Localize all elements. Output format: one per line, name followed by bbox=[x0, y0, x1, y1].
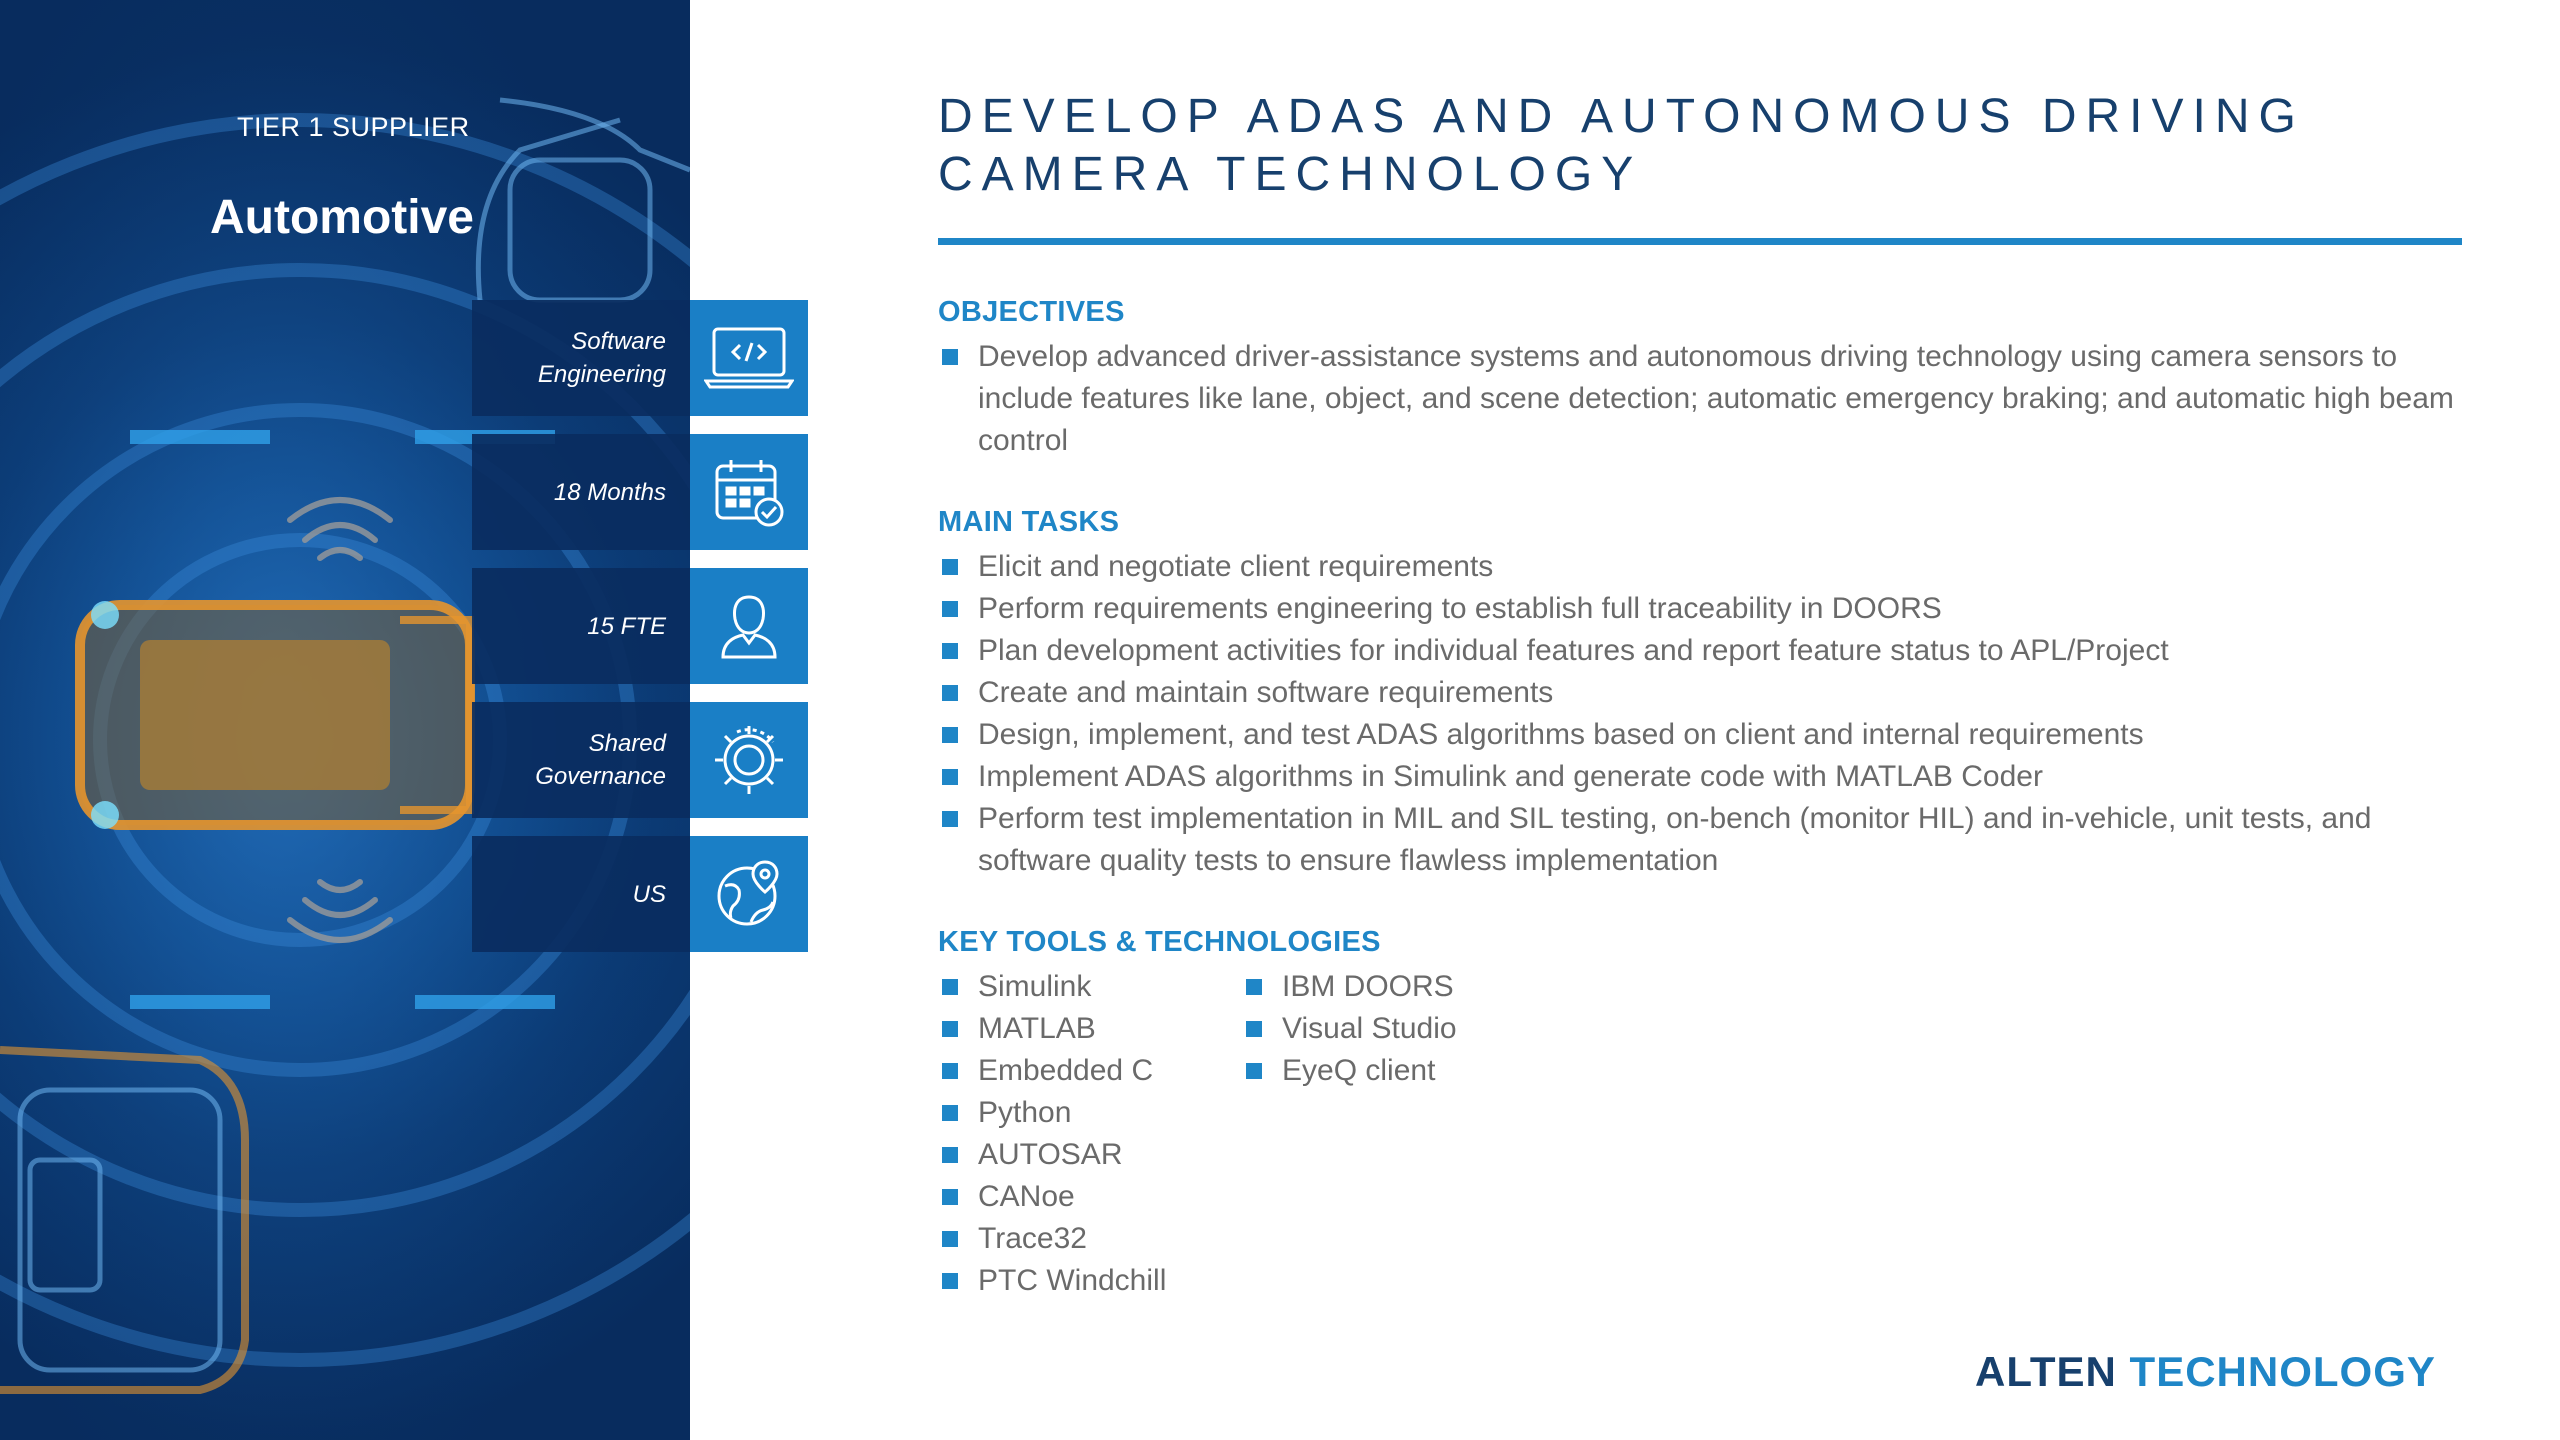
brand-part-2: TECHNOLOGY bbox=[2129, 1348, 2436, 1395]
person-icon bbox=[690, 568, 808, 684]
list-item-text: Python bbox=[978, 1096, 1072, 1129]
fact-row-governance bbox=[472, 702, 808, 818]
list-item-text: CANoe bbox=[978, 1180, 1075, 1213]
bullet-square-icon bbox=[942, 1273, 958, 1289]
list-item bbox=[938, 588, 2468, 630]
list-item bbox=[938, 336, 2468, 462]
laptop-code-icon bbox=[690, 300, 808, 416]
bullet-square-icon bbox=[942, 559, 958, 575]
list-item bbox=[938, 714, 2468, 756]
fact-row-discipline bbox=[472, 300, 808, 416]
tools-list-col2 bbox=[1242, 966, 1602, 1092]
list-item-text: Plan development activities for individual features and report feature status to APL/Project bbox=[978, 634, 2169, 667]
fact-label-line: 18 Months bbox=[553, 478, 666, 506]
bullet-square-icon bbox=[942, 727, 958, 743]
list-item-text: Elicit and negotiate client requirements bbox=[978, 550, 1494, 583]
tasks-heading: MAIN TASKS bbox=[938, 506, 1120, 538]
bullet-square-icon bbox=[942, 1189, 958, 1205]
list-item-text: Create and maintain software requirements bbox=[978, 676, 1554, 709]
list-item bbox=[938, 1050, 1238, 1092]
objectives-heading: OBJECTIVES bbox=[938, 296, 1125, 328]
fact-label-box bbox=[472, 568, 690, 684]
list-item-text: EyeQ client bbox=[1282, 1054, 1436, 1087]
list-item-text: Embedded C bbox=[978, 1054, 1154, 1087]
fact-label-line: Engineering bbox=[537, 361, 666, 388]
fact-row-location bbox=[472, 836, 808, 952]
title-line-1: DEVELOP ADAS AND AUTONOMOUS DRIVING bbox=[938, 90, 2305, 143]
bullet-square-icon bbox=[942, 1105, 958, 1121]
list-item bbox=[938, 1134, 1238, 1176]
list-item bbox=[938, 1092, 1238, 1134]
bullet-square-icon bbox=[1246, 979, 1262, 995]
objectives-list bbox=[938, 336, 2468, 462]
bullet-square-icon bbox=[942, 643, 958, 659]
list-item-text: Perform test implementation in MIL and SIL testing, on-bench (monitor HIL) and in-vehicle, unit tests, and software quality tests to ensure flawless implementation bbox=[978, 802, 2372, 877]
list-item bbox=[938, 798, 2468, 882]
bullet-square-icon bbox=[942, 1231, 958, 1247]
bullet-square-icon bbox=[942, 979, 958, 995]
bullet-square-icon bbox=[942, 349, 958, 365]
fact-label-box bbox=[472, 300, 690, 416]
list-item-text: Design, implement, and test ADAS algorithms based on client and internal requirements bbox=[978, 718, 2144, 751]
list-item bbox=[1242, 1008, 1602, 1050]
brand-part-1: ALTEN bbox=[1975, 1348, 2117, 1395]
tools-heading: KEY TOOLS & TECHNOLOGIES bbox=[938, 926, 1381, 958]
bullet-square-icon bbox=[942, 1063, 958, 1079]
fact-label-line: 15 FTE bbox=[587, 612, 666, 640]
title-divider bbox=[938, 238, 2462, 245]
list-item bbox=[938, 630, 2468, 672]
list-item bbox=[938, 1176, 1238, 1218]
list-item bbox=[938, 672, 2468, 714]
bullet-square-icon bbox=[942, 811, 958, 827]
list-item bbox=[938, 1218, 1238, 1260]
fact-label-box bbox=[472, 836, 690, 952]
list-item-text: Simulink bbox=[978, 970, 1092, 1003]
list-item-text: Implement ADAS algorithms in Simulink and generate code with MATLAB Coder bbox=[978, 760, 2043, 793]
fact-label-line: Shared bbox=[588, 730, 666, 757]
title-line-2: CAMERA TECHNOLOGY bbox=[938, 148, 1643, 201]
list-item bbox=[938, 546, 2468, 588]
list-item-text: AUTOSAR bbox=[978, 1138, 1123, 1171]
bullet-square-icon bbox=[942, 601, 958, 617]
industry-title: Automotive bbox=[210, 191, 474, 244]
fact-row-team bbox=[472, 568, 808, 684]
bullet-square-icon bbox=[942, 1021, 958, 1037]
fact-label-line: US bbox=[632, 880, 666, 908]
list-item-text: IBM DOORS bbox=[1282, 970, 1454, 1003]
list-item-text: Develop advanced driver-assistance systems and autonomous driving technology using camera sensors to include features like lane, object, and scene detection; automatic emergency braking; and automatic high beam control bbox=[978, 340, 2454, 457]
tasks-list bbox=[938, 546, 2468, 882]
tools-list-col1 bbox=[938, 966, 1238, 1302]
globe-pin-icon bbox=[690, 836, 808, 952]
fact-label-line: Software bbox=[571, 328, 666, 355]
list-item bbox=[1242, 1050, 1602, 1092]
list-item-text: Trace32 bbox=[978, 1222, 1087, 1255]
list-item-text: Perform requirements engineering to establish full traceability in DOORS bbox=[978, 592, 1942, 625]
list-item bbox=[938, 1008, 1238, 1050]
brand-logo bbox=[1975, 1348, 2436, 1396]
bullet-square-icon bbox=[942, 1147, 958, 1163]
bullet-square-icon bbox=[1246, 1063, 1262, 1079]
list-item bbox=[938, 966, 1238, 1008]
fact-label-box bbox=[472, 702, 690, 818]
list-item-text: PTC Windchill bbox=[978, 1264, 1167, 1297]
calendar-check-icon bbox=[690, 434, 808, 550]
bullet-square-icon bbox=[942, 685, 958, 701]
list-item-text: Visual Studio bbox=[1282, 1012, 1457, 1045]
list-item bbox=[938, 756, 2468, 798]
fact-row-duration bbox=[472, 434, 808, 550]
gear-icon bbox=[690, 702, 808, 818]
list-item-text: MATLAB bbox=[978, 1012, 1096, 1045]
fact-label-box bbox=[472, 434, 690, 550]
fact-label-line: Governance bbox=[535, 763, 666, 790]
list-item bbox=[938, 1260, 1238, 1302]
supplier-label: TIER 1 SUPPLIER bbox=[237, 112, 470, 142]
list-item bbox=[1242, 966, 1602, 1008]
page-title bbox=[938, 88, 2478, 204]
bullet-square-icon bbox=[1246, 1021, 1262, 1037]
bullet-square-icon bbox=[942, 769, 958, 785]
